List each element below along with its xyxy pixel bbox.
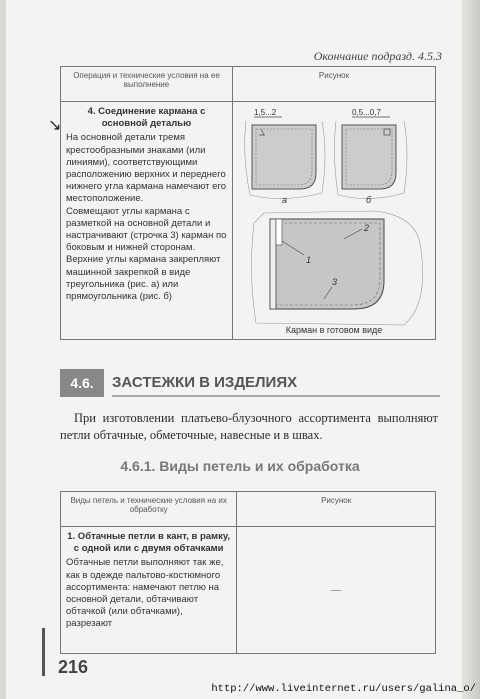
table-buttonholes: [60, 491, 436, 654]
section-title: ЗАСТЕЖКИ В ИЗДЕЛИЯХ: [112, 374, 298, 391]
section-underline: [112, 395, 440, 397]
table-pocket-operations: [60, 66, 436, 340]
buttonhole-heading: 1. Обтачные петли в кант, в рамку, с одной или с двумя обтачками: [67, 531, 231, 555]
table1-col1-header: Операция и технические условия на ее выполнение: [61, 67, 233, 102]
section-number: 4.6.: [60, 369, 104, 397]
table1-operation-cell: [61, 102, 233, 340]
dim-b-label: 0,5...0,7: [352, 108, 381, 117]
page-left-edge: [0, 0, 6, 699]
table2-col1-header: Виды петель и технические условия на их обработку: [61, 492, 237, 527]
fig-b-label: б: [366, 195, 372, 205]
table1-col2-header: Рисунок: [233, 67, 436, 102]
source-url[interactable]: http://www.liveinternet.ru/users/galina_o/: [211, 683, 476, 695]
table2-col2-header: Рисунок: [237, 492, 436, 527]
pocket-figure-a: [245, 108, 325, 205]
callout-2: 2: [364, 223, 370, 233]
operation-text-3: Верхние углы кармана закрепляют машинной закрепкой в виде треугольника (рис. а) или прямоугольника (рис. б): [66, 254, 221, 303]
table2-figure-cell: —: [237, 527, 436, 654]
callout-1: 1: [306, 255, 312, 265]
subsection-title: 4.6.1. Виды петель и их обработка: [120, 458, 360, 474]
figure-caption: Карман в готовом виде: [285, 325, 383, 335]
intro-paragraph: При изготовлении платьево-блузочного ассортимента выполняют петли обтачные, обметочные, навесные и в швах.: [60, 411, 438, 442]
finished-pocket-figure: [251, 211, 422, 335]
page-right-edge: [462, 0, 480, 699]
table2-type-cell: [61, 527, 237, 654]
dim-a-label: 1,5...2: [254, 108, 277, 117]
page-number-bar: [42, 628, 45, 676]
fig-a-label: а: [282, 195, 288, 205]
pocket-figure: [234, 103, 434, 335]
callout-3: 3: [332, 277, 338, 287]
pocket-figure-b: [334, 108, 407, 205]
buttonhole-text: Обтачные петли выполняют так же, как в одежде пальтово-костюмного ассортимента: намечают петлю на основной детали, обтачивают обтачкой (или обтачками), разрезают: [66, 557, 224, 630]
operation-text-1: На основной детали тремя крестообразными знаками (или линиями), соответствующими расположению верхних и переднего нижнего угла кармана намечают его местоположение.: [66, 132, 226, 205]
operation-text-2: Совмещают углы кармана с разметкой на основной детали и настрачивают (строчка 3) карман по боковым и нижней сторонам.: [66, 205, 227, 254]
operation-heading: 4. Соединение кармана с основной деталью: [87, 106, 206, 130]
continuation-header: Окончание подразд. 4.5.3: [313, 49, 442, 63]
page-number: 216: [58, 657, 89, 677]
table1-figure-cell: [233, 102, 436, 340]
pencil-mark: ↘: [48, 117, 62, 134]
section-heading: [60, 369, 440, 397]
